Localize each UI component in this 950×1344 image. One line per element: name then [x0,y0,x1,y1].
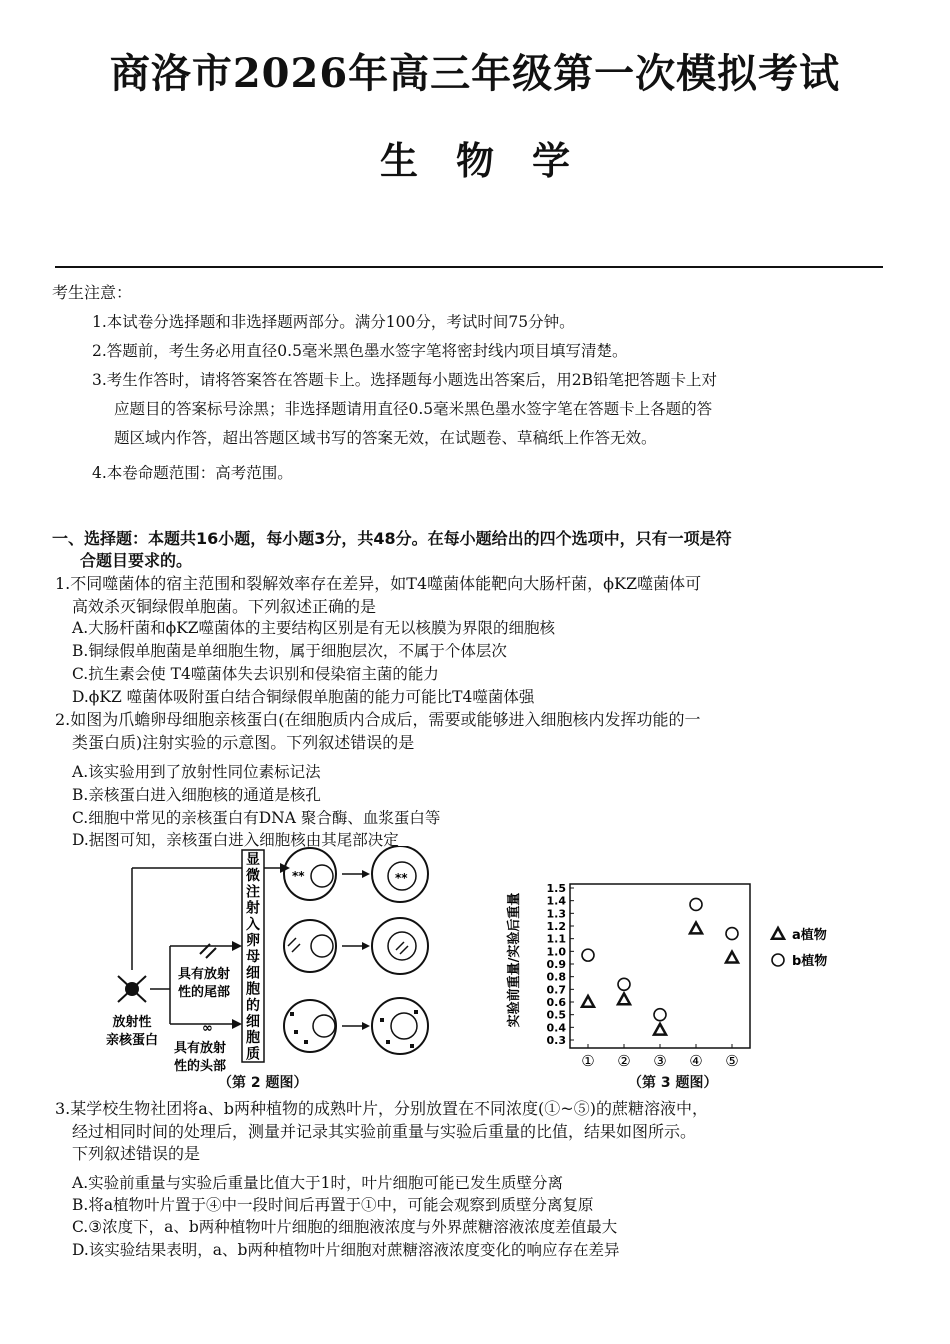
tail-label: 性的尾部 [178,985,231,1000]
vertical-label: 显微注射入卵母细胞的细胞质 [246,852,260,1063]
figure-3-caption: （第 3 题图） [628,1075,718,1091]
head-label: 性的头部 [174,1059,227,1074]
figure-2-diagram [100,846,470,1094]
notice-item: 4.本卷命题范围：高考范围。 [92,464,293,482]
notice-item: 2.答题前，考生务必用直径0.5毫米黑色墨水签字笔将密封线内项目填写清楚。 [92,342,628,360]
nuclear-protein-icon [118,976,146,1002]
head-label: 具有放射 [174,1041,227,1056]
legend-marker-a [772,928,784,939]
x-tick-label: ⑤ [725,1052,739,1070]
y-tick-label: 0.9 [546,958,566,971]
y-axis-label: 实验前重量/实验后重量 [507,892,522,1028]
point-a [690,923,702,934]
q1-stem: 高效杀灭铜绿假单胞菌。下列叙述正确的是 [72,597,377,616]
legend-label: b植物 [792,954,828,969]
figure-2-caption: （第 2 题图） [218,1075,308,1091]
q1-option-a: A.大肠杆菌和ϕKZ噬菌体的主要结构区别是有无以核膜为界限的细胞核 [72,619,556,637]
subject-title: 生物学 [379,138,608,183]
exam-title: 商洛市2026年高三年级第一次模拟考试 [109,50,841,97]
q3-option-a: A.实验前重量与实验后重量比值大于1时，叶片细胞可能已发生质壁分离 [72,1174,563,1192]
q3-stem: 下列叙述错误的是 [72,1144,201,1163]
y-tick-label: 1.2 [546,920,566,933]
section-heading: 一、选择题：本题共16小题，每小题3分，共48分。在每小题给出的四个选项中，只有一项是符 [52,529,732,548]
protein-label: 亲核蛋白 [105,1033,159,1048]
q1-stem: 1.不同噬菌体的宿主范围和裂解效率存在差异，如T4噬菌体能靶向大肠杆菌，ϕKZ噬菌体可 [55,574,702,593]
x-tick-label: ① [581,1052,595,1070]
point-a [582,996,594,1007]
notice-item: 3.考生作答时，请将答案答在答题卡上。选择题每小题选出答案后，用2B铅笔把答题卡上对 [92,371,718,389]
y-tick-label: 1.0 [546,945,566,959]
point-a [726,952,738,963]
y-tick-label: 0.6 [546,996,566,1009]
q3-option-b: B.将a植物叶片置于④中一段时间后再置于①中，可能会观察到质壁分离复原 [72,1196,594,1214]
y-tick-label: 0.7 [546,983,566,997]
q3-stem: 3.某学校生物社团将a、b两种植物的成熟叶片，分别放置在不同浓度(①~⑤)的蔗糖溶液中， [55,1099,708,1118]
y-tick-label: 1.4 [546,894,566,908]
q3-option-d: D.该实验结果表明，a、b两种植物叶片细胞对蔗糖溶液浓度变化的响应存在差异 [72,1241,620,1259]
section-heading-cont: 合题目要求的。 [80,551,193,570]
point-a [654,1024,666,1035]
x-tick-label: ② [617,1052,631,1070]
point-b [654,1009,666,1021]
y-tick-label: 1.3 [546,907,566,921]
notice-item: 1.本试卷分选择题和非选择题两部分。满分100分，考试时间75分钟。 [92,313,575,331]
q2-stem: 2.如图为爪蟾卵母细胞亲核蛋白(在细胞质内合成后，需要或能够进入细胞核内发挥功能的一 [55,710,701,729]
legend-label: a植物 [792,928,827,943]
q1-option-d: D.ϕKZ 噬菌体吸附蛋白结合铜绿假单胞菌的能力可能比T4噬菌体强 [72,688,535,706]
y-tick-label: 1.5 [546,882,566,895]
q1-option-c: C.抗生素会使 T4噬菌体失去识别和侵染宿主菌的能力 [72,665,439,683]
q3-stem: 经过相同时间的处理后，测量并记录其实验前重量与实验后重量的比值，结果如图所示。 [72,1122,697,1141]
protein-label: 放射性 [112,1015,152,1030]
point-b [726,928,738,940]
head-icon: ∞ [202,1021,213,1036]
point-b [690,898,702,910]
y-tick-label: 0.4 [546,1021,566,1035]
notice-item: 题区域内作答，超出答题区域书写的答案无效，在试题卷、草稿纸上作答无效。 [114,429,657,447]
x-tick-label: ③ [653,1052,667,1070]
svg-text:**: ** [395,871,408,885]
tail-label: 具有放射 [178,967,231,982]
notice-heading: 考生注意： [52,283,133,302]
y-tick-label: 0.8 [546,970,566,984]
point-b [582,949,594,961]
figure-3-chart [500,870,880,1070]
point-a [618,993,630,1004]
divider [55,266,883,268]
svg-text:**: ** [292,869,305,883]
q3-option-c: C.③浓度下，a、b两种植物叶片细胞的细胞液浓度与外界蔗糖溶液浓度差值最大 [72,1218,618,1236]
q2-stem: 类蛋白质)注射实验的示意图。下列叙述错误的是 [72,733,415,752]
point-b [618,978,630,990]
x-tick-label: ④ [689,1052,703,1070]
legend-marker-b [772,954,784,966]
y-tick-label: 0.5 [546,1008,566,1022]
notice-item: 应题目的答案标号涂黑；非选择题请用直径0.5毫米黑色墨水签字笔在答题卡上各题的答 [114,400,713,418]
q2-option-b: B.亲核蛋白进入细胞核的通道是核孔 [72,786,321,804]
q1-option-b: B.铜绿假单胞菌是单细胞生物，属于细胞层次，不属于个体层次 [72,642,507,660]
y-tick-label: 1.1 [546,932,566,946]
y-tick-label: 0.3 [546,1034,566,1047]
q2-option-c: C.细胞中常见的亲核蛋白有DNA 聚合酶、血浆蛋白等 [72,809,441,827]
q2-option-a: A.该实验用到了放射性同位素标记法 [72,763,321,781]
q2-option-d: D.据图可知，亲核蛋白进入细胞核由其尾部决定 [72,831,399,849]
